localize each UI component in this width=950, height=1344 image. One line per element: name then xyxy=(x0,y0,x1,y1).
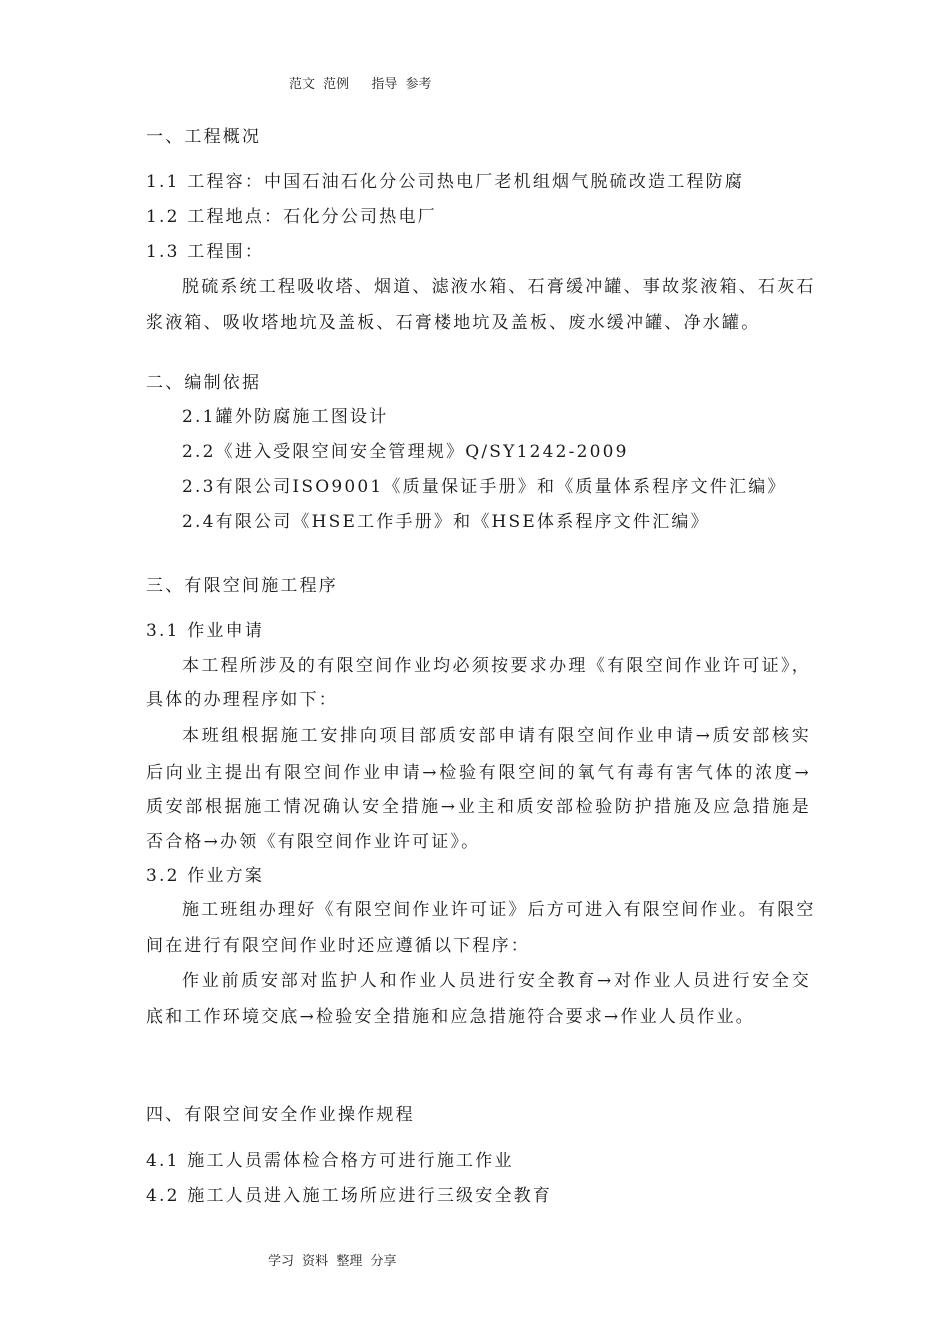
paragraph-line: 质安部根据施工情况确认安全措施→业主和质安部检验防护措施及应急措施是 xyxy=(146,797,811,817)
paragraph-line: 后向业主提出有限空间作业申请→检验有限空间的氧气有毒有害气体的浓度→ xyxy=(146,763,811,783)
project-content: 1.1 工程容：中国石油石化分公司热电厂老机组烟气脱硫改造工程防腐 xyxy=(146,172,745,192)
section-1-title: 一、工程概况 xyxy=(146,127,262,147)
basis-item: 2.4有限公司《HSE工作手册》和《HSE体系程序文件汇编》 xyxy=(182,512,710,532)
paragraph-line: 间在进行有限空间作业时还应遵循以下程序： xyxy=(146,936,530,956)
footer-text: 学习 xyxy=(268,1254,295,1269)
header-text: 参考 xyxy=(405,77,432,92)
paragraph-line: 作业前质安部对监护人和作业人员进行安全教育→对作业人员进行安全交 xyxy=(182,971,811,991)
paragraph-line: 具体的办理程序如下： xyxy=(146,690,338,710)
section-4-title: 四、有限空间安全作业操作规程 xyxy=(146,1105,415,1125)
paragraph-line: 施工班组办理好《有限空间作业许可证》后方可进入有限空间作业。有限空 xyxy=(182,900,816,920)
section-3-title: 三、有限空间施工程序 xyxy=(146,576,338,596)
paragraph-line: 否合格→办领《有限空间作业许可证》。 xyxy=(146,832,481,852)
footer-text: 资料 xyxy=(302,1254,329,1269)
header-text: 范例 xyxy=(323,77,350,92)
rule-item: 4.2 施工人员进入施工场所应进行三级安全教育 xyxy=(146,1186,553,1206)
rule-item: 4.1 施工人员需体检合格方可进行施工作业 xyxy=(146,1151,514,1171)
paragraph-line: 底和工作环境交底→检验安全措施和应急措施符合要求→作业人员作业。 xyxy=(146,1007,755,1027)
section-2-title: 二、编制依据 xyxy=(146,373,262,393)
paragraph-line: 本工程所涉及的有限空间作业均必须按要求办理《有限空间作业许可证》， xyxy=(182,656,811,676)
scope-paragraph-line: 脱硫系统工程吸收塔、烟道、滤液水箱、石膏缓冲罐、事故浆液箱、石灰石 xyxy=(182,277,816,297)
header-text: 指导 xyxy=(371,77,398,92)
scope-paragraph-line: 浆液箱、吸收塔地坑及盖板、石膏楼地坑及盖板、废水缓冲罐、净水罐。 xyxy=(146,313,761,333)
footer-text: 整理 xyxy=(336,1254,363,1269)
basis-item: 2.2《进入受限空间安全管理规》Q/SY1242-2009 xyxy=(182,442,629,462)
basis-item: 2.3有限公司ISO9001《质量保证手册》和《质量体系程序文件汇编》 xyxy=(182,477,787,497)
footer-text: 分享 xyxy=(370,1254,397,1269)
header-text: 范文 xyxy=(289,77,316,92)
basis-item: 2.1罐外防腐施工图设计 xyxy=(182,407,389,427)
page-header xyxy=(289,73,435,92)
subsection-heading: 3.1 作业申请 xyxy=(146,621,265,641)
subsection-heading: 3.2 作业方案 xyxy=(146,866,265,886)
paragraph-line: 本班组根据施工安排向项目部质安部申请有限空间作业申请→质安部核实 xyxy=(182,726,811,746)
page-footer xyxy=(268,1250,400,1269)
project-location: 1.2 工程地点：石化分公司热电厂 xyxy=(146,207,437,227)
project-scope-label: 1.3 工程围： xyxy=(146,242,265,262)
